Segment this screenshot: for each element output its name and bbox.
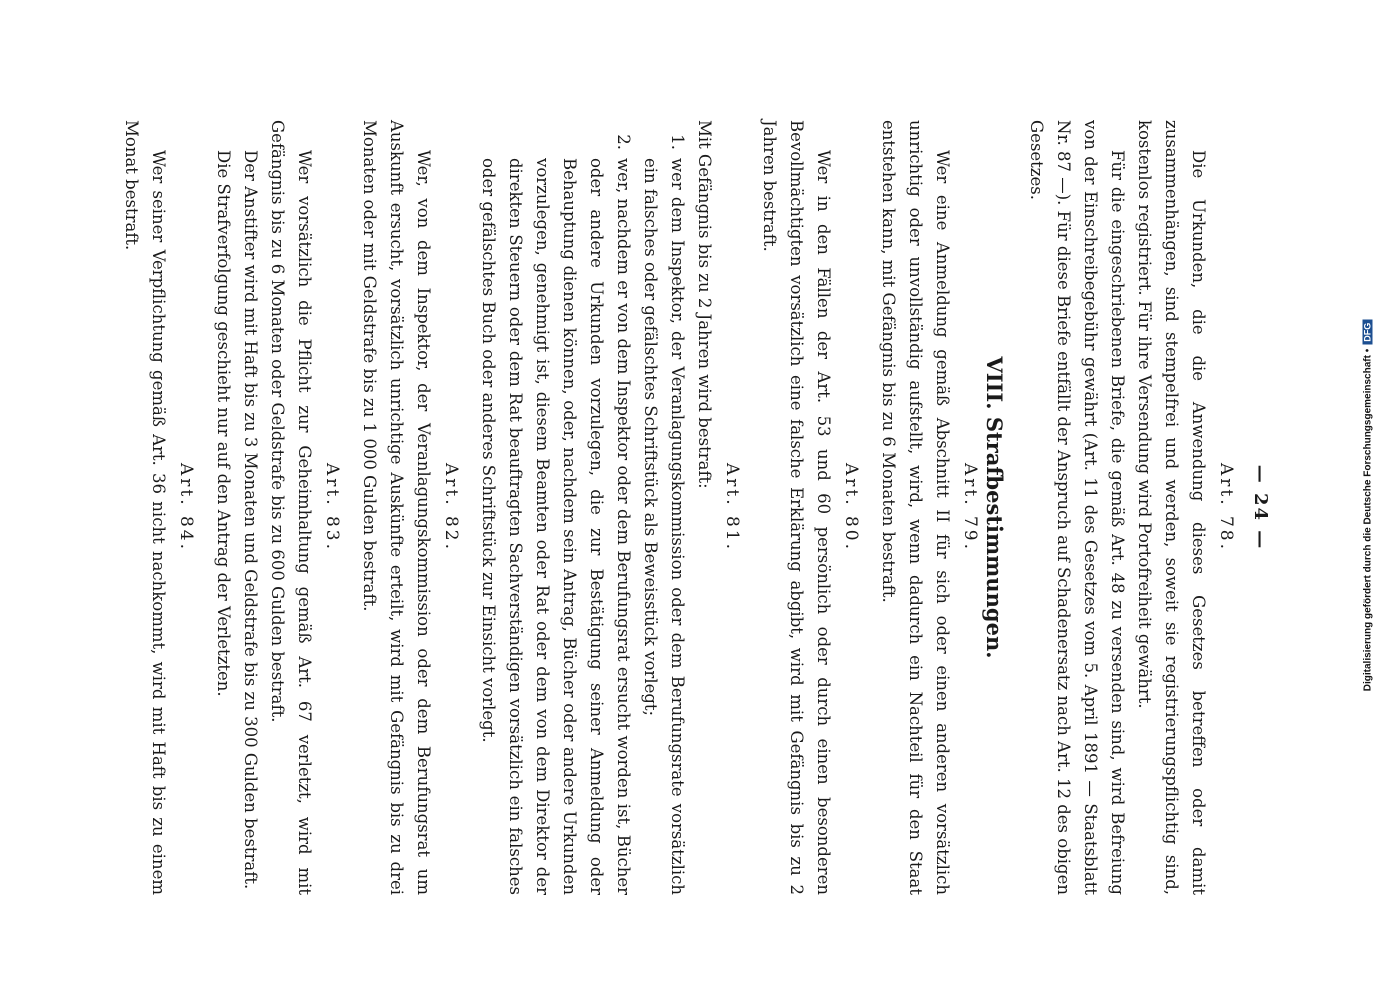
article-78 <box>1023 120 1236 895</box>
article-83 <box>210 120 342 895</box>
item-number: 2. <box>614 134 633 150</box>
article-80-title: Art. 80. <box>841 462 861 553</box>
article-78-title: Art. 78. <box>1216 462 1236 553</box>
digitization-credit <box>1363 126 1374 886</box>
article-84-paragraph-1: Wer seiner Verpflichtung gemäß Art. 36 nicht nachkommt, wird mit Haft bis zu einem Monat bestraft. <box>122 120 168 895</box>
item-text: wer dem Inspektor, der Veranlagungskommission oder dem Berufungsrate vorsätzlich ein falsches oder gefälschtes Schriftstück als Beweisstück vorlegt; <box>641 158 687 895</box>
article-78-paragraph-2: Für die eingeschriebenen Briefe, die gemäß Art. 48 zu versenden sind, wird Befreiung von der Einschreibegebühr gewährt (Art. 11 des Gesetzes vom 5. April 1891 — Staatsblatt Nr. 87 —). Für diese Briefe entfällt der Anspruch auf Schadenersatz nach Art. 12 des obigen Gesetzes. <box>1027 120 1127 895</box>
article-81 <box>475 120 742 895</box>
item-text: wer, nachdem er von dem Inspektor oder dem Berufungsrat ersucht worden ist, Bücher oder andere Urkunden vorzulegen, die zur Bestätigung seiner Anmeldung oder Behauptung dienen können, oder, nachdem sein Antrag, Bücher oder andere Urkunden vorzulegen, genehmigt ist, diesem Beamten oder Rat oder dem von dem Direktor der direkten Steuern oder dem Rat beauftragten Sachverständigen vorsätzlich ein falsches oder gefälschtes Buch oder anderes Schriftstück zur Einsicht vorlegt. <box>479 158 633 895</box>
article-82 <box>356 120 461 895</box>
article-78-paragraph-1: Die Urkunden, die die Anwendung dieses Gesetzes betreffen oder damit zusammenhängen, sind stempelfrei und werden, soweit sie registrierungspflichtig sind, kostenlos registriert. Für ihre Versendung wird Portofreiheit gewährt. <box>1135 120 1208 895</box>
dfg-logo: DFG <box>1363 320 1373 345</box>
article-84 <box>118 120 196 895</box>
article-79-paragraph-1: Wer eine Anmeldung gemäß Abschnitt II für sich oder einen anderen vorsätzlich unrichtig oder unvollständig aufstellt, wird, wenn dadurch ein Nachteil für den Staat entstehen kann, mit Gefängnis bis zu 6 Monaten bestraft. <box>879 120 952 895</box>
article-83-paragraph-3: Die Strafverfolgung geschieht nur auf den Antrag der Verletzten. <box>214 150 233 697</box>
article-80-paragraph-1: Wer in den Fällen der Art. 53 und 60 persönlich oder durch einen besonderen Bevollmächtigten vorsätzlich eine falsche Erklärung abgibt, wird mit Gefängnis bis zu 2 Jahren bestraft. <box>760 120 833 895</box>
page-number: — 24 — <box>1250 464 1271 551</box>
item-number: 1. <box>668 134 687 150</box>
article-83-paragraph-1: Wer vorsätzlich die Pflicht zur Geheimhaltung gemäß Art. 67 verletzt, wird mit Gefängnis bis zu 6 Monaten oder Geldstrafe bis zu 600 Gulden bestraft. <box>268 120 314 895</box>
article-84-title: Art. 84. <box>176 462 196 553</box>
article-83-paragraph-2: Der Anstifter wird mit Haft bis zu 3 Monaten und Geldstrafe bis zu 300 Gulden bestraft. <box>241 150 260 890</box>
article-81-title: Art. 81. <box>722 462 742 553</box>
section-heading-strafbestimmungen: VIII. Strafbestimmungen. <box>982 356 1007 659</box>
article-79 <box>875 120 980 895</box>
document-page <box>71 60 1311 940</box>
article-81-item-1 <box>637 120 691 895</box>
article-82-paragraph-1: Wer, von dem Inspektor, der Veranlagungskommission oder dem Berufungsrat um Auskunft ersucht, vorsätzlich unrichtige Auskünfte erteilt, wird mit Gefängnis bis zu drei Monaten oder mit Geldstrafe bis zu 1 000 Gulden bestraft. <box>360 120 433 895</box>
article-81-intro: Mit Gefängnis bis zu 2 Jahren wird bestraft: <box>695 120 714 489</box>
credit-text: Digitalisierung gefördert durch die Deutsche Forschungsgemeinschaft • <box>1362 348 1374 692</box>
article-83-title: Art. 83. <box>322 462 342 553</box>
article-81-item-2 <box>475 120 637 895</box>
article-82-title: Art. 82. <box>441 462 461 553</box>
article-79-title: Art. 79. <box>960 462 980 553</box>
article-80 <box>756 120 861 895</box>
